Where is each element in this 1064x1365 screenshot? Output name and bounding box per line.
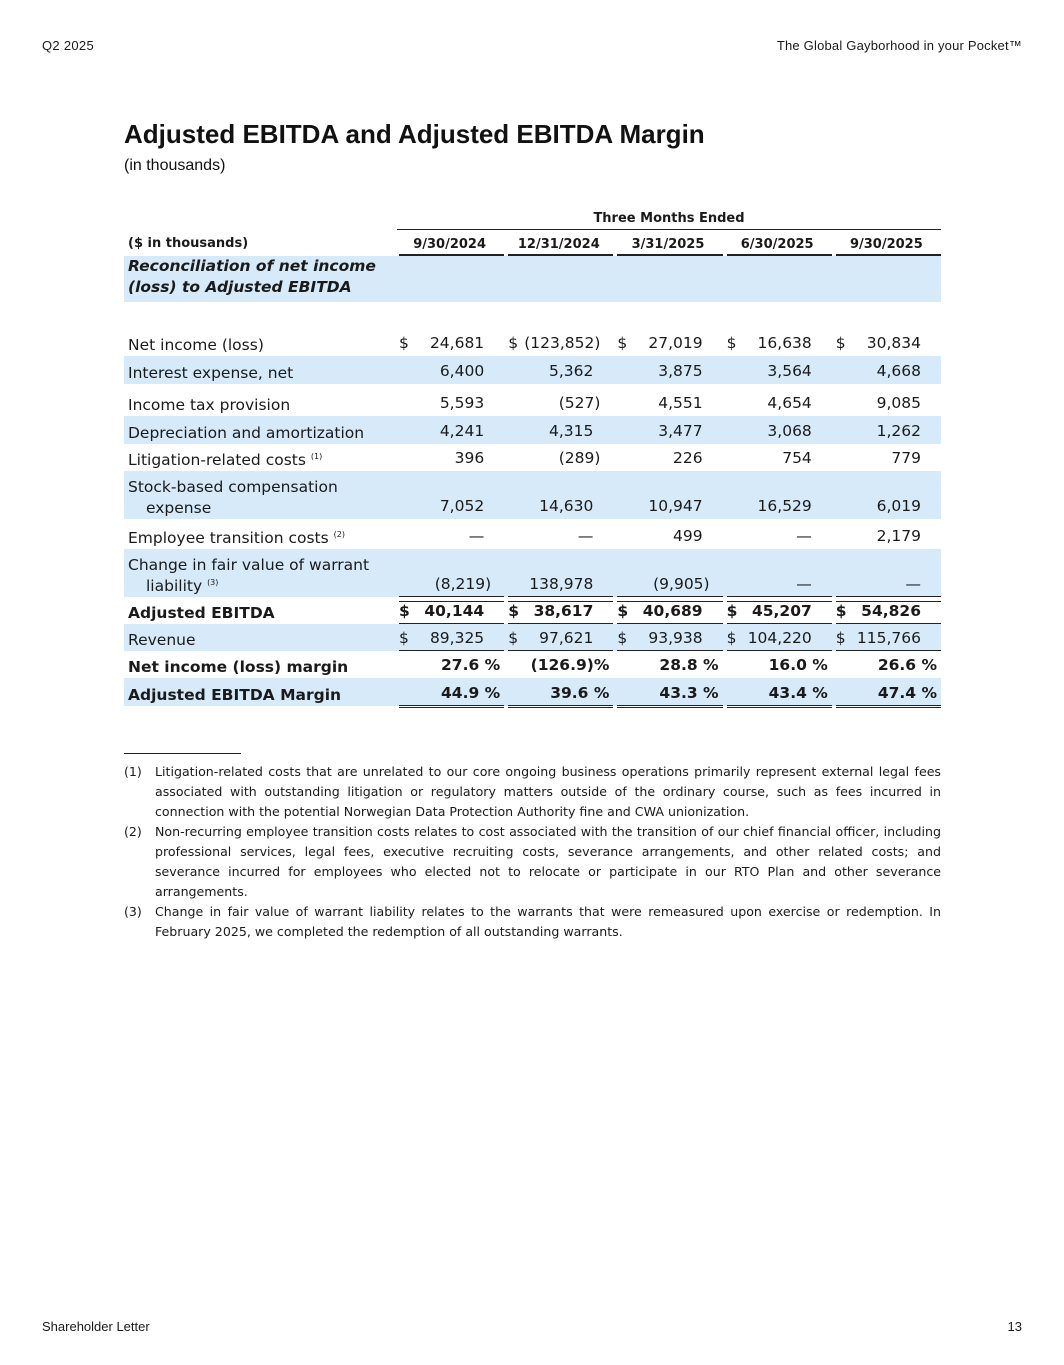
column-header: 12/31/2024 <box>504 234 613 256</box>
cell-value: 4,654 <box>767 394 812 412</box>
table-cell <box>504 361 613 384</box>
table-cell <box>395 421 504 444</box>
header-quarter: Q2 2025 <box>42 38 94 53</box>
footnote <box>124 822 941 902</box>
row-label-text: Litigation-related costs <box>128 451 306 469</box>
currency-symbol: $ <box>726 629 737 647</box>
row-label <box>124 395 395 416</box>
table-cell <box>832 333 941 356</box>
table-cell <box>613 574 722 597</box>
cell-value: (527) <box>558 394 601 412</box>
table-span-header-row <box>124 208 941 230</box>
cell-value: 2,179 <box>876 527 921 545</box>
cell-value: 27,019 <box>648 334 703 352</box>
cell-value: (123,852) <box>524 334 601 352</box>
cell-value: 40,144 <box>424 602 485 620</box>
table-cell <box>504 628 613 651</box>
cell-value: 4,551 <box>658 394 703 412</box>
cell-value: — <box>468 527 485 545</box>
column-header: 9/30/2024 <box>395 234 504 256</box>
table-cell <box>613 448 722 471</box>
table-row <box>124 678 941 706</box>
table-cell <box>832 361 941 384</box>
table-row <box>124 651 941 678</box>
row-label-text: Net income (loss) margin <box>128 658 349 676</box>
cell-value: 396 <box>454 449 485 467</box>
table-cell <box>395 361 504 384</box>
table-row <box>124 624 941 651</box>
table-body <box>124 326 941 706</box>
cell-value: 779 <box>891 449 921 467</box>
footnote-number: (2) <box>124 824 142 839</box>
table-cell <box>832 574 941 597</box>
table-cell <box>613 683 722 706</box>
cell-value: 97,621 <box>539 629 594 647</box>
cell-value: 1,262 <box>876 422 921 440</box>
row-label-continuation: liability <box>146 577 203 595</box>
cell-value: 28.8 % <box>659 656 719 674</box>
table-cell <box>723 393 832 416</box>
table-cell <box>613 421 722 444</box>
table-cell <box>504 655 613 678</box>
footnote-text: Non-recurring employee transition costs relates to cost associated with the transition of our chief financial officer, including professional services, legal fees, executive recruiting costs, severance arrangements, and other related costs; and severance incurred for employees who elected not to relocate or participate in our RTO Plan and other severance arrangements. <box>155 824 941 899</box>
row-label <box>124 685 395 706</box>
row-label <box>124 477 395 519</box>
currency-symbol: $ <box>726 602 738 620</box>
column-header: 6/30/2025 <box>723 234 832 256</box>
row-label-text: Income tax provision <box>128 396 291 414</box>
table-cell <box>723 655 832 678</box>
cell-value: 3,564 <box>767 362 812 380</box>
cell-value: 38,617 <box>533 602 594 620</box>
table-cell <box>504 496 613 519</box>
cell-value: 47.4 % <box>877 684 937 702</box>
table-cell <box>395 601 504 624</box>
table-cell <box>395 628 504 651</box>
table-cell <box>504 421 613 444</box>
currency-symbol: $ <box>617 602 629 620</box>
table-cell <box>613 628 722 651</box>
cell-value: 226 <box>673 449 703 467</box>
section-header-row <box>124 256 941 302</box>
cell-value: 54,826 <box>861 602 921 620</box>
row-label-text: Change in fair value of warrant <box>128 556 370 574</box>
cell-value: 499 <box>673 527 703 545</box>
cell-value: 93,938 <box>648 629 703 647</box>
currency-symbol: $ <box>617 334 628 352</box>
currency-symbol: $ <box>835 334 846 352</box>
cell-value: 45,207 <box>751 602 812 620</box>
table-cell <box>504 526 613 549</box>
table-row <box>124 471 941 519</box>
cell-value: 4,241 <box>439 422 485 440</box>
row-label-text: Net income (loss) <box>128 336 264 354</box>
column-header: 3/31/2025 <box>613 234 722 256</box>
row-label <box>124 335 395 356</box>
table-cell <box>395 683 504 706</box>
footnote-ref: (2) <box>333 529 345 539</box>
header-tagline: The Global Gayborhood in your Pocket™ <box>776 38 1022 53</box>
cell-value: 6,400 <box>439 362 485 380</box>
table-cell <box>723 448 832 471</box>
page-title: Adjusted EBITDA and Adjusted EBITDA Margin <box>124 119 705 149</box>
table-cell <box>504 683 613 706</box>
table-row <box>124 549 941 597</box>
cell-value: 43.4 % <box>768 684 828 702</box>
row-label-text: Adjusted EBITDA Margin <box>128 686 342 704</box>
table-row <box>124 326 941 356</box>
cell-value: 16,529 <box>757 497 812 515</box>
cell-value: 3,068 <box>767 422 812 440</box>
table-cell <box>613 333 722 356</box>
footnote <box>124 902 941 942</box>
row-label <box>124 603 395 624</box>
row-label-text: Depreciation and amortization <box>128 424 365 442</box>
table-cell <box>832 496 941 519</box>
table-cell <box>723 628 832 651</box>
cell-value: 30,834 <box>866 334 921 352</box>
cell-value: 89,325 <box>429 629 485 647</box>
table-row <box>124 356 941 384</box>
table-row <box>124 416 941 444</box>
row-label-text: Interest expense, net <box>128 364 294 382</box>
cell-value: 10,947 <box>648 497 703 515</box>
table-cell <box>504 333 613 356</box>
cell-value: 104,220 <box>747 629 812 647</box>
table-cell <box>613 496 722 519</box>
row-label <box>124 363 395 384</box>
table-cell <box>395 574 504 597</box>
cell-value: 3,875 <box>658 362 703 380</box>
row-label-text: Employee transition costs <box>128 529 329 547</box>
currency-symbol: $ <box>835 602 847 620</box>
section-label: Reconciliation of net income (loss) to Adjusted EBITDA <box>128 257 376 296</box>
footnote-ref: (3) <box>207 577 219 587</box>
row-label <box>124 528 395 549</box>
table-cell <box>504 574 613 597</box>
cell-value: (289) <box>558 449 601 467</box>
cell-value: 9,085 <box>876 394 921 412</box>
table-cell <box>723 574 832 597</box>
cell-value: (9,905) <box>653 575 710 593</box>
row-label <box>124 657 395 678</box>
cell-value: 16.0 % <box>768 656 828 674</box>
row-label <box>124 423 395 444</box>
cell-value: — <box>905 575 921 593</box>
table-cell <box>723 361 832 384</box>
table-row <box>124 519 941 549</box>
currency-symbol: $ <box>508 602 519 620</box>
row-label-text: Revenue <box>128 631 196 649</box>
table-cell <box>832 448 941 471</box>
table-cell <box>832 526 941 549</box>
table-cell <box>395 448 504 471</box>
cell-value: (8,219) <box>434 575 492 593</box>
table-cell <box>395 393 504 416</box>
table-cell <box>613 361 722 384</box>
table-cell <box>504 601 613 624</box>
cell-value: 754 <box>782 449 812 467</box>
footnote-text: Change in fair value of warrant liability relates to the warrants that were remeasured upon exercise or redemption. In February 2025, we completed the redemption of all outstanding warrants. <box>155 904 941 939</box>
row-label <box>124 630 395 651</box>
cell-value: 4,315 <box>549 422 594 440</box>
cell-value: — <box>796 527 812 545</box>
currency-symbol: $ <box>726 334 737 352</box>
cell-value: 26.6 % <box>877 656 937 674</box>
table-cell <box>723 683 832 706</box>
cell-value: 6,019 <box>876 497 921 515</box>
cell-value: 5,362 <box>549 362 594 380</box>
table-cell <box>613 526 722 549</box>
cell-value: 4,668 <box>876 362 921 380</box>
cell-value: — <box>796 575 812 593</box>
table-cell <box>832 421 941 444</box>
footnote-text: Litigation-related costs that are unrelated to our core ongoing business operations primarily represent external legal fees associated with outstanding litigation or regulatory matters outside of the ordinary course, such as fees incurred in connection with the potential Norwegian Data Protection Authority fine and CWA unionization. <box>155 764 941 819</box>
row-label <box>124 555 395 597</box>
table-cell <box>395 333 504 356</box>
table-cell <box>723 333 832 356</box>
table-cell <box>395 496 504 519</box>
table-cell <box>832 601 941 624</box>
table-cell <box>832 655 941 678</box>
row-label-text: Stock-based compensation <box>128 478 338 496</box>
table-cell <box>723 421 832 444</box>
footnote-number: (3) <box>124 904 142 919</box>
cell-value: 3,477 <box>658 422 703 440</box>
cell-value: 44.9 % <box>441 684 501 702</box>
table-cell <box>504 448 613 471</box>
table-row <box>124 444 941 471</box>
row-label-text: Adjusted EBITDA <box>128 604 275 622</box>
table-cell <box>613 655 722 678</box>
footnote-divider <box>124 753 241 754</box>
currency-symbol: $ <box>617 629 628 647</box>
cell-value: 40,689 <box>642 602 703 620</box>
table-cell <box>723 526 832 549</box>
row-label-continuation: expense <box>146 499 212 517</box>
table-cell <box>613 601 722 624</box>
cell-value: 115,766 <box>856 629 921 647</box>
cell-value: 7,052 <box>439 497 485 515</box>
table-cell <box>395 526 504 549</box>
column-header: 9/30/2025 <box>832 234 941 256</box>
footnotes <box>124 753 941 942</box>
currency-symbol: $ <box>398 629 409 647</box>
footer-doc-name: Shareholder Letter <box>42 1319 150 1334</box>
cell-value: 5,593 <box>439 394 485 412</box>
cell-value: — <box>577 527 594 545</box>
table-row <box>124 597 941 624</box>
cell-value: 138,978 <box>529 575 594 593</box>
footer-page-number: 13 <box>1007 1319 1022 1334</box>
currency-symbol: $ <box>398 334 409 352</box>
cell-value: (126.9)% <box>530 656 610 674</box>
row-label <box>124 450 395 471</box>
three-months-ended-header: Three Months Ended <box>397 208 941 230</box>
currency-symbol: $ <box>508 334 519 352</box>
column-header-row <box>124 230 941 256</box>
table-row <box>124 384 941 416</box>
table-cell <box>613 393 722 416</box>
unit-label: ($ in thousands) <box>128 236 249 251</box>
cell-value: 39.6 % <box>550 684 610 702</box>
currency-symbol: $ <box>835 629 846 647</box>
table-cell <box>723 496 832 519</box>
table-cell <box>395 655 504 678</box>
cell-value: 16,638 <box>757 334 812 352</box>
currency-symbol: $ <box>508 629 519 647</box>
footnote <box>124 762 941 822</box>
table-cell <box>832 683 941 706</box>
page-subtitle: (in thousands) <box>124 157 226 174</box>
table-cell <box>832 393 941 416</box>
cell-value: 14,630 <box>539 497 594 515</box>
cell-value: 24,681 <box>429 334 485 352</box>
cell-value: 43.3 % <box>659 684 719 702</box>
footnote-ref: (1) <box>310 451 323 461</box>
cell-value: 27.6 % <box>441 656 501 674</box>
table-cell <box>504 393 613 416</box>
footnote-number: (1) <box>124 764 142 779</box>
table-cell <box>832 628 941 651</box>
financial-table <box>124 208 941 706</box>
currency-symbol: $ <box>398 602 410 620</box>
table-cell <box>723 601 832 624</box>
